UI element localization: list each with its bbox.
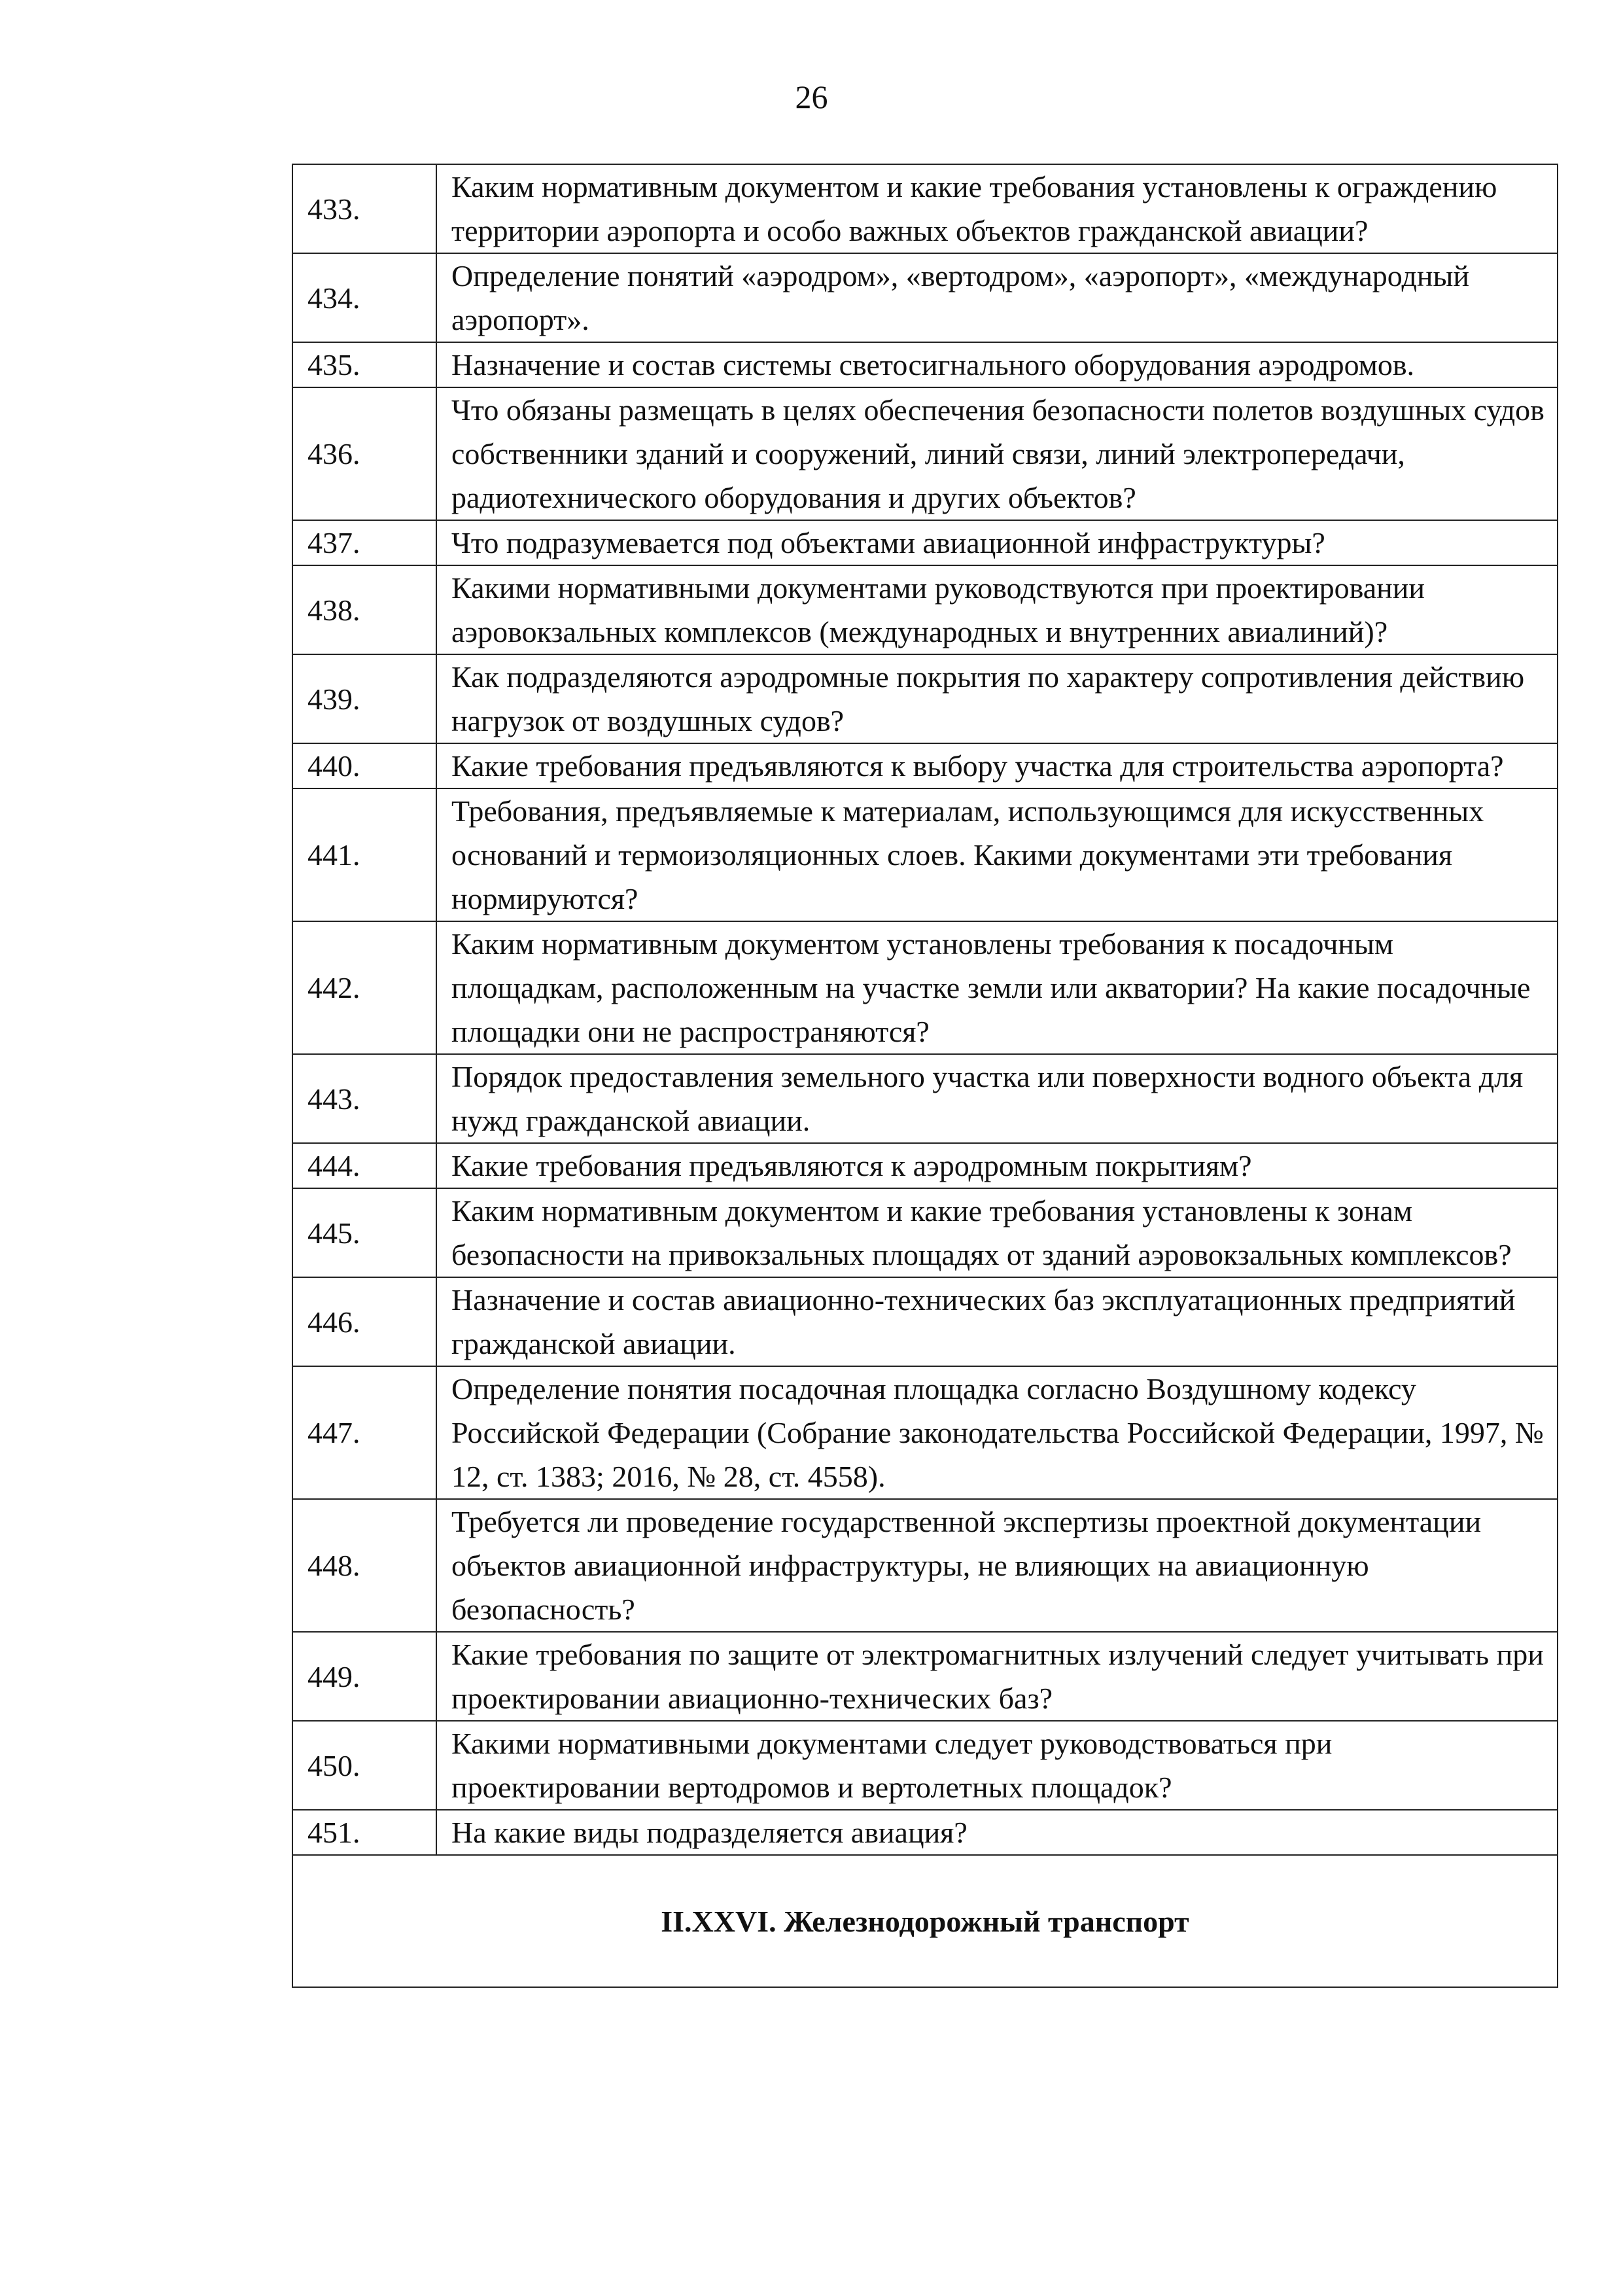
table-row: [292, 565, 1558, 654]
question-text: Определение понятий «аэродром», «вертодром», «аэропорт», «международный аэропорт».: [436, 253, 1558, 342]
question-text: Как подразделяются аэродромные покрытия по характеру сопротивления действию нагрузок от воздушных судов?: [436, 654, 1558, 743]
question-number: 449.: [292, 1632, 436, 1721]
questions-table: [292, 164, 1558, 1988]
question-number: 448.: [292, 1499, 436, 1632]
table-row: [292, 1366, 1558, 1499]
section-row: [292, 1855, 1558, 1987]
table-row: [292, 743, 1558, 788]
table-row: [292, 1721, 1558, 1810]
question-number: 444.: [292, 1143, 436, 1188]
question-text: На какие виды подразделяется авиация?: [436, 1810, 1558, 1855]
question-text: Что обязаны размещать в целях обеспечения безопасности полетов воздушных судов собственники зданий и сооружений, линий связи, линий электропередачи, радиотехнического оборудования и других объектов?: [436, 387, 1558, 520]
question-text: Требуется ли проведение государственной экспертизы проектной документации объектов авиационной инфраструктуры, не влияющих на авиационную безопасность?: [436, 1499, 1558, 1632]
question-number: 442.: [292, 921, 436, 1054]
table-row: [292, 164, 1558, 253]
table-row: [292, 1054, 1558, 1143]
question-text: Каким нормативным документом и какие требования установлены к зонам безопасности на привокзальных площадях от зданий аэровокзальных комплексов?: [436, 1188, 1558, 1277]
table-row: [292, 387, 1558, 520]
table-row: [292, 1810, 1558, 1855]
question-number: 439.: [292, 654, 436, 743]
question-number: 443.: [292, 1054, 436, 1143]
question-text: Что подразумевается под объектами авиационной инфраструктуры?: [436, 520, 1558, 565]
question-text: Какие требования предъявляются к выбору участка для строительства аэропорта?: [436, 743, 1558, 788]
table-row: [292, 921, 1558, 1054]
question-number: 436.: [292, 387, 436, 520]
question-number: 433.: [292, 164, 436, 253]
question-number: 438.: [292, 565, 436, 654]
question-text: Определение понятия посадочная площадка согласно Воздушному кодексу Российской Федерации (Собрание законодательства Российской Федерации, 1997, № 12, ст. 1383; 2016, № 28, ст. 4558).: [436, 1366, 1558, 1499]
question-text: Какими нормативными документами следует руководствоваться при проектировании вертодромов и вертолетных площадок?: [436, 1721, 1558, 1810]
table-row: [292, 520, 1558, 565]
question-number: 435.: [292, 342, 436, 387]
page-number: 26: [795, 79, 828, 115]
table-row: [292, 342, 1558, 387]
question-number: 451.: [292, 1810, 436, 1855]
table-row: [292, 1499, 1558, 1632]
question-text: Требования, предъявляемые к материалам, использующимся для искусственных оснований и термоизоляционных слоев. Какими документами эти требования нормируются?: [436, 788, 1558, 921]
question-number: 446.: [292, 1277, 436, 1366]
question-number: 447.: [292, 1366, 436, 1499]
table-row: [292, 788, 1558, 921]
question-number: 450.: [292, 1721, 436, 1810]
table-row: [292, 1143, 1558, 1188]
question-number: 437.: [292, 520, 436, 565]
table-row: [292, 1188, 1558, 1277]
question-text: Назначение и состав системы светосигнального оборудования аэродромов.: [436, 342, 1558, 387]
question-number: 434.: [292, 253, 436, 342]
table-row: [292, 1632, 1558, 1721]
section-heading: II.XXVI. Железнодорожный транспорт: [292, 1855, 1558, 1987]
table-row: [292, 654, 1558, 743]
table-row: [292, 253, 1558, 342]
question-number: 445.: [292, 1188, 436, 1277]
table-row: [292, 1277, 1558, 1366]
question-number: 441.: [292, 788, 436, 921]
question-number: 440.: [292, 743, 436, 788]
question-text: Каким нормативным документом и какие требования установлены к ограждению территории аэропорта и особо важных объектов гражданской авиации?: [436, 164, 1558, 253]
question-text: Какие требования предъявляются к аэродромным покрытиям?: [436, 1143, 1558, 1188]
question-text: Каким нормативным документом установлены требования к посадочным площадкам, расположенным на участке земли или акватории? На какие посадочные площадки они не распространяются?: [436, 921, 1558, 1054]
question-text: Какие требования по защите от электромагнитных излучений следует учитывать при проектировании авиационно-технических баз?: [436, 1632, 1558, 1721]
question-text: Какими нормативными документами руководствуются при проектировании аэровокзальных комплексов (международных и внутренних авиалиний)?: [436, 565, 1558, 654]
question-text: Порядок предоставления земельного участка или поверхности водного объекта для нужд гражданской авиации.: [436, 1054, 1558, 1143]
question-text: Назначение и состав авиационно-технических баз эксплуатационных предприятий гражданской авиации.: [436, 1277, 1558, 1366]
